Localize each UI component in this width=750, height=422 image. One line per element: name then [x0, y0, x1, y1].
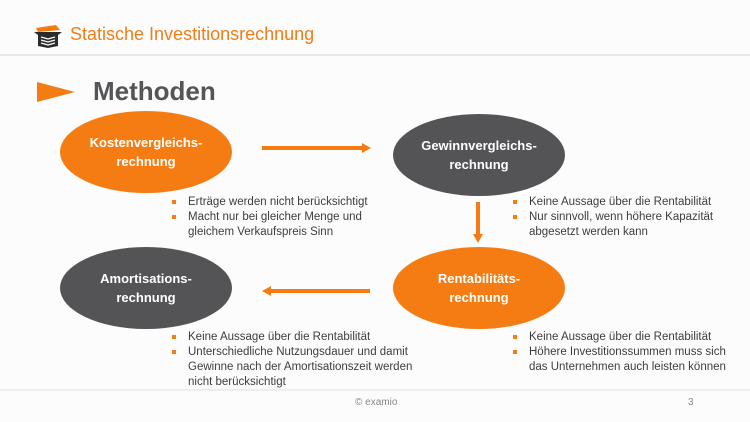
bullet-item: Nur sinnvoll, wenn höhere Kapazität abgesetzt werden kann — [513, 210, 733, 240]
header-title: Statische Investitionsrechnung — [70, 24, 315, 44]
bullet-list-amortisation — [172, 330, 422, 390]
page-heading: Methoden — [93, 76, 216, 106]
arrow-right-icon — [262, 143, 371, 153]
bullet-item: Keine Aussage über die Rentabilität — [513, 195, 733, 210]
method-label: rechnung — [449, 157, 509, 172]
arrow-left-icon — [262, 286, 370, 296]
footer-copyright: © examio — [355, 397, 398, 408]
bullet-item: Macht nur bei gleicher Menge und gleichem Verkaufspreis Sinn — [172, 210, 387, 240]
bullet-list-gewinnvergleich — [513, 195, 733, 240]
method-label: Amortisations- — [100, 271, 192, 286]
bullet-list-kostenvergleich — [172, 195, 387, 240]
bullet-item: Erträge werden nicht berücksichtigt — [172, 195, 387, 210]
method-label: rechnung — [116, 154, 176, 169]
bullet-item: Höhere Investitionssummen muss sich das Unternehmen auch leisten können — [513, 345, 738, 375]
method-label: Rentabilitäts- — [437, 271, 521, 286]
bullet-list-rentabilitaet — [513, 330, 738, 375]
bullet-item: Unterschiedliche Nutzungsdauer und damit Gewinne nach der Amortisationszeit werden nicht berücksichtigt — [172, 345, 422, 390]
footer-divider — [0, 389, 750, 391]
method-label: rechnung — [116, 290, 176, 305]
bullet-item: Keine Aussage über die Rentabilität — [513, 330, 738, 345]
method-label: Kostenvergleichs- — [89, 135, 203, 150]
method-label: Gewinnvergleichs- — [421, 138, 537, 153]
method-label: rechnung — [449, 290, 509, 305]
bullet-item: Keine Aussage über die Rentabilität — [172, 330, 422, 345]
arrow-down-icon — [473, 202, 483, 243]
page-number: 3 — [688, 397, 694, 408]
